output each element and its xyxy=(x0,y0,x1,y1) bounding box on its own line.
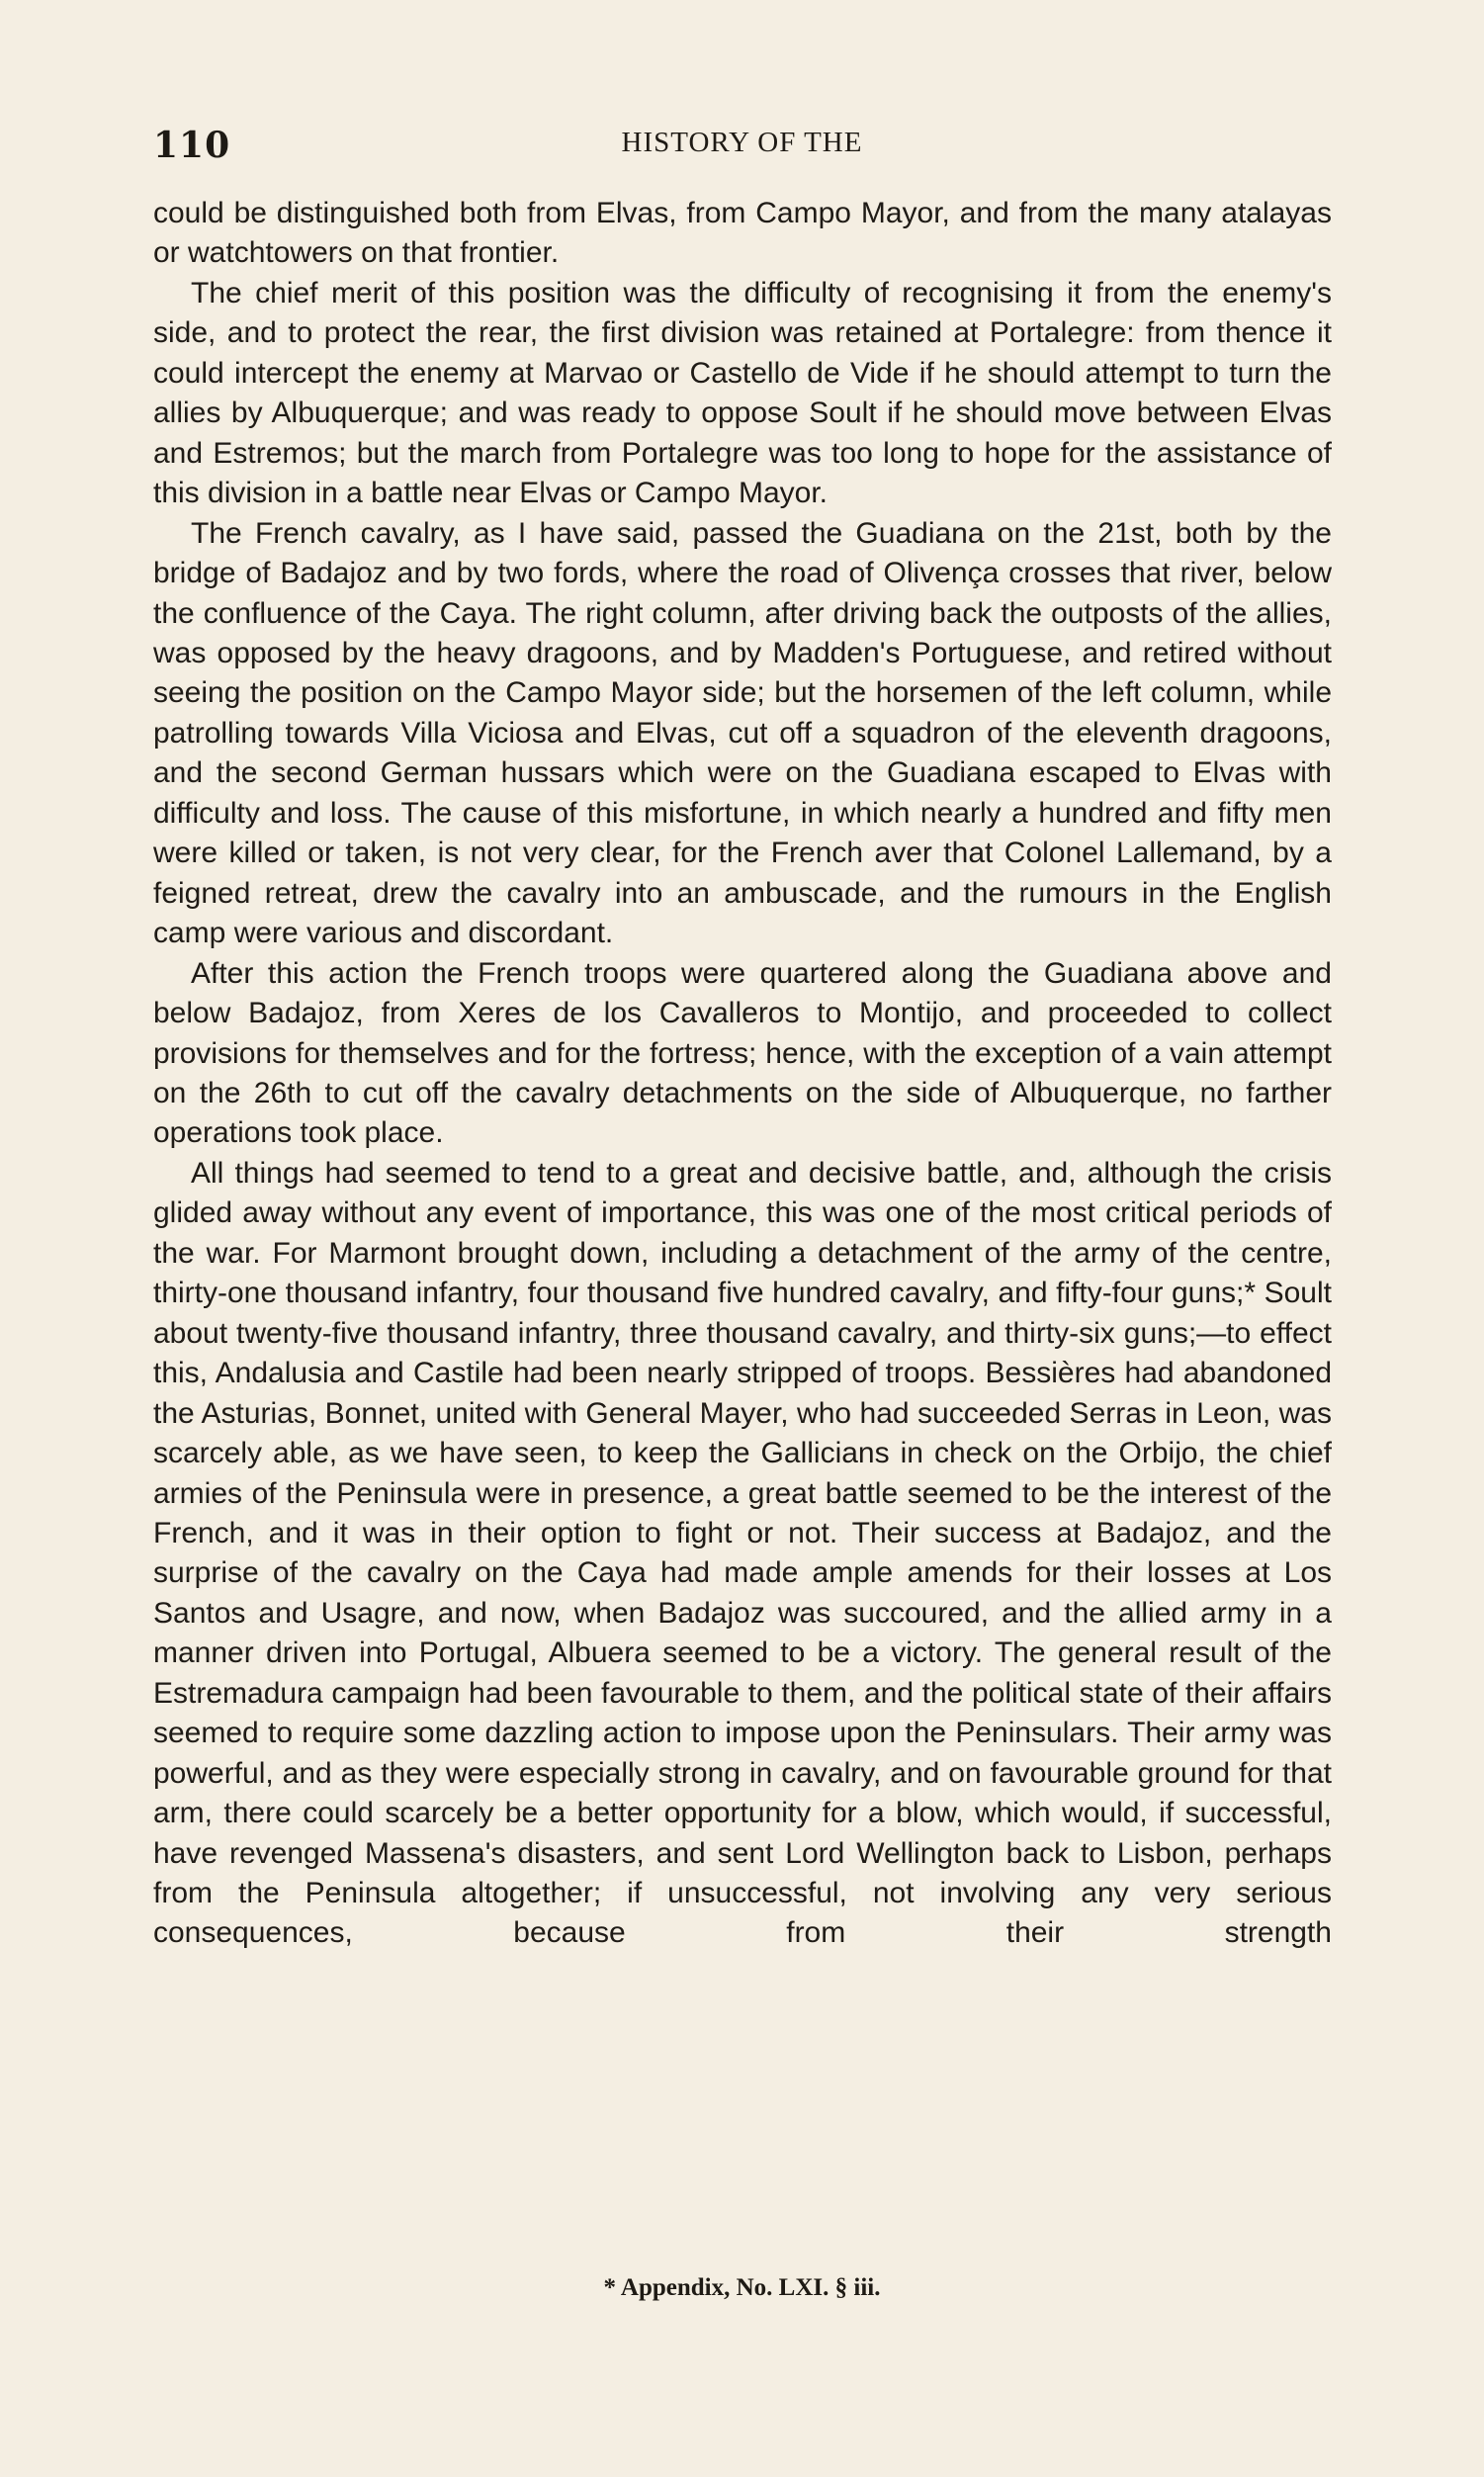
paragraph-position-merit: The chief merit of this position was the difficulty of recognising it from the enemy's side, and to protect the rear, the first division was retained at Portalegre: from thence it could intercept the enemy at Marvao or Castello de Vide if he should attempt to turn the allies by Albuquerque; and was ready to oppose Soult if he should move between Elvas and Estremos; but the march from Portalegre was too long to hope for the assistance of this division in a battle near Elvas or Campo Mayor. xyxy=(153,276,1332,510)
page-number: 110 xyxy=(153,125,231,166)
paragraph-continuation: could be distinguished both from Elvas, from Campo Mayor, and from the many atalayas or watchtowers on that frontier. xyxy=(153,197,1332,270)
paragraph-decisive-battle: All things had seemed to tend to a great and decisive battle, and, although the crisis glided away without any event of importance, this was one of the most critical periods of the war. For Marmont brought down, including a detachment of the army of the centre, thirty-one thousand infantry, four thousand five hundred cavalry, and fifty-four guns;* Soult about twenty-five thousand infantry, three thousand cavalry, and thirty-six guns;—to effect this, Andalusia and Castile had been nearly stripped of troops. Bessières had abandoned the Asturias, Bonnet, united with General Mayer, who had succeeded Serras in Leon, was scarcely able, as we have seen, to keep the Gallicians in check on the Orbijo, the chief armies of the Peninsula were in presence, a great battle seemed to be the interest of the French, and it was in their option to fight or not. Their success at Badajoz, and the surprise of the cavalry on the Caya had made ample amends for their losses at Los Santos and Usagre, and now, when Badajoz was succoured, and the allied army in a manner driven into Portugal, Albuera seemed to be a victory. The general result of the Estremadura campaign had been favourable to them, and the political state of their affairs seemed to require some dazzling action to impose upon the Peninsulars. Their army was powerful, and as they were especially strong in cavalry, and on favourable ground for that arm, there could scarcely be a better opportunity for a blow, which would, if successful, have revenged Massena's disasters, and sent Lord Wellington back to Lisbon, perhaps from the Peninsula altogether; if unsuccessful, not involving any very serious consequences, because from their strength xyxy=(153,1156,1332,1950)
running-head xyxy=(0,117,1484,166)
paragraph-after-action: After this action the French troops were quartered along the Guadiana above and below Badajoz, from Xeres de los Cavalleros to Montijo, and proceeded to collect provisions for themselves and for the fortress; hence, with the exception of a vain attempt on the 26th to cut off the cavalry detachments on the side of Albuquerque, no farther operations took place. xyxy=(153,956,1332,1150)
running-title: HISTORY OF THE xyxy=(621,127,863,158)
footnote: * Appendix, No. LXI. § iii. xyxy=(603,2274,881,2301)
paragraph-french-cavalry: The French cavalry, as I have said, passed the Guadiana on the 21st, both by the bridge of Badajoz and by two fords, where the road of Olivença crosses that river, below the confluence of the Caya. The right column, after driving back the outposts of the allies, was opposed by the heavy dragoons, and by Madden's Portuguese, and retired without seeing the position on the Campo Mayor side; but the horsemen of the left column, while patrolling towards Villa Viciosa and Elvas, cut off a squadron of the eleventh dragoons, and the second German hussars which were on the Guadiana escaped to Elvas with difficulty and loss. The cause of this misfortune, in which nearly a hundred and fifty men were killed or taken, is not very clear, for the French aver that Colonel Lallemand, by a feigned retreat, drew the cavalry into an ambuscade, and the rumours in the English camp were various and discordant. xyxy=(153,516,1332,950)
body-text xyxy=(153,194,1332,1954)
